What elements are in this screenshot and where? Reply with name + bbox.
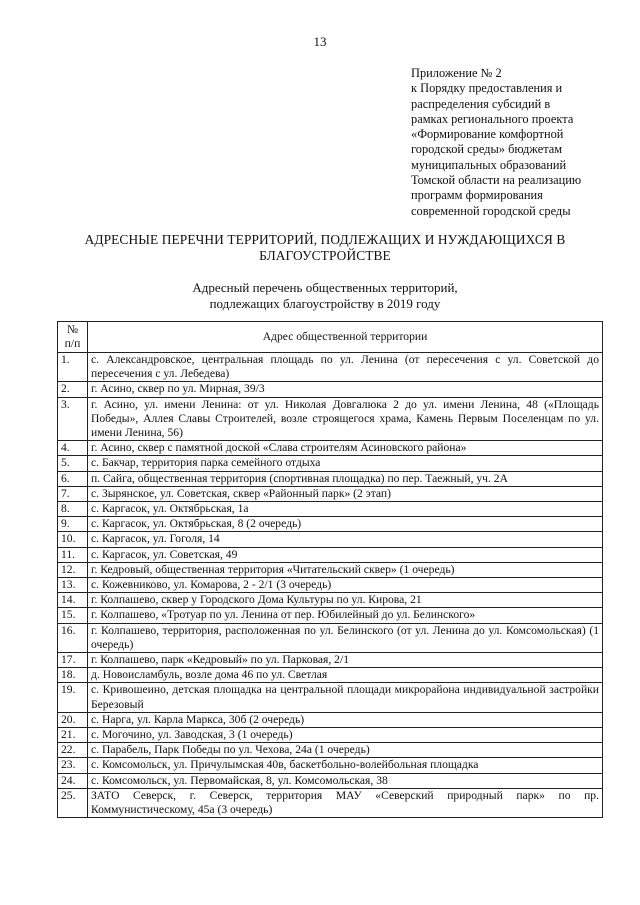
row-number: 15.: [58, 608, 88, 623]
document-title: [60, 232, 590, 264]
table-row: [58, 683, 603, 712]
table-row: [58, 712, 603, 727]
row-number: 6.: [58, 471, 88, 486]
table-row: [58, 593, 603, 608]
column-header-number-line: п/п: [64, 337, 81, 350]
row-address: г. Колпашево, парк «Кедровый» по ул. Парковая, 2/1: [88, 653, 603, 668]
row-number: 3.: [58, 397, 88, 441]
row-number: 14.: [58, 593, 88, 608]
row-address: г. Колпашево, территория, расположенная по ул. Белинского (от ул. Ленина до ул. Комсомольская) (1 очередь): [88, 623, 603, 652]
table-row: [58, 788, 603, 817]
table-row: [58, 471, 603, 486]
row-number: 21.: [58, 728, 88, 743]
page-number: 13: [313, 34, 327, 49]
table-row: [58, 353, 603, 382]
table-row: [58, 773, 603, 788]
row-number: 25.: [58, 788, 88, 817]
row-number: 23.: [58, 758, 88, 773]
table-row: [58, 397, 603, 441]
row-number: 1.: [58, 353, 88, 382]
row-number: 20.: [58, 712, 88, 727]
table-caption-line: подлежащих благоустройству в 2019 году: [209, 296, 441, 311]
document-title-line: АДРЕСНЫЕ ПЕРЕЧНИ ТЕРРИТОРИЙ, ПОДЛЕЖАЩИХ И НУЖДАЮЩИХСЯ В: [84, 232, 566, 247]
row-number: 17.: [58, 653, 88, 668]
row-address: с. Каргасок, ул. Октябрьская, 1а: [88, 502, 603, 517]
row-address: с. Александровское, центральная площадь по ул. Ленина (от пересечения с ул. Советской до пересечения с ул. Лебедева): [88, 353, 603, 382]
row-address: с. Кожевниково, ул. Комарова, 2 - 2/1 (3 очередь): [88, 578, 603, 593]
column-header-number-line: №: [66, 323, 79, 336]
column-header-address: Адрес общественной территории: [88, 322, 603, 353]
row-number: 11.: [58, 547, 88, 562]
row-address: г. Колпашево, «Тротуар по ул. Ленина от пер. Юбилейный до ул. Белинского»: [88, 608, 603, 623]
appendix-line: Приложение № 2: [411, 66, 502, 80]
table-row: [58, 728, 603, 743]
appendix-line: городской среды» бюджетам: [411, 142, 563, 157]
row-number: 7.: [58, 486, 88, 501]
row-address: п. Сайга, общественная территория (спортивная площадка) по пер. Таежный, уч. 2А: [88, 471, 603, 486]
row-number: 9.: [58, 517, 88, 532]
row-address: с. Каргасок, ул. Гоголя, 14: [88, 532, 603, 547]
appendix-line: «Формирование комфортной: [411, 127, 564, 142]
row-number: 4.: [58, 441, 88, 456]
table-body: [58, 353, 603, 818]
appendix-line: современной городской среды: [411, 203, 571, 218]
table-row: [58, 743, 603, 758]
row-address: ЗАТО Северск, г. Северск, территория МАУ «Северский природный парк» по пр. Коммунистическому, 45а (3 очередь): [88, 788, 603, 817]
appendix-note: [411, 66, 611, 219]
row-address: с. Могочино, ул. Заводская, 3 (1 очередь): [88, 728, 603, 743]
row-address: с. Кривошеино, детская площадка на центральной площади микрорайона индивидуальной застройки Березовый: [88, 683, 603, 712]
appendix-line: Томской области на реализацию: [411, 173, 582, 188]
table-row: [58, 456, 603, 471]
table-row: [58, 441, 603, 456]
row-number: 5.: [58, 456, 88, 471]
row-number: 19.: [58, 683, 88, 712]
appendix-line: программ формирования: [411, 188, 543, 203]
table-row: [58, 562, 603, 577]
row-number: 24.: [58, 773, 88, 788]
column-header-number: [58, 322, 88, 353]
table-row: [58, 517, 603, 532]
row-address: с. Бакчар, территория парка семейного отдыха: [88, 456, 603, 471]
table-row: [58, 758, 603, 773]
row-address: с. Каргасок, ул. Советская, 49: [88, 547, 603, 562]
table-row: [58, 532, 603, 547]
row-address: с. Комсомольск, ул. Причулымская 40в, баскетбольно-волейбольная площадка: [88, 758, 603, 773]
row-address: г. Асино, ул. имени Ленина: от ул. Николая Довгалюка 2 до ул. имени Ленина, 48 («Площадь Победы», Аллея Славы Строителей, возле строящегося храма, Камень Первым Поселенцам по ул. имени Ленина, 56): [88, 397, 603, 441]
row-address: с. Парабель, Парк Победы по ул. Чехова, 24а (1 очередь): [88, 743, 603, 758]
row-number: 2.: [58, 382, 88, 397]
row-address: г. Кедровый, общественная территория «Читательский сквер» (1 очередь): [88, 562, 603, 577]
row-address: г. Асино, сквер с памятной доской «Слава строителям Асиновского района»: [88, 441, 603, 456]
table-row: [58, 382, 603, 397]
table-row: [58, 547, 603, 562]
row-number: 18.: [58, 668, 88, 683]
row-number: 13.: [58, 578, 88, 593]
table-row: [58, 668, 603, 683]
row-address: г. Асино, сквер по ул. Мирная, 39/3: [88, 382, 603, 397]
appendix-line: распределения субсидий в: [411, 96, 551, 111]
table-caption: [60, 280, 590, 312]
row-address: с. Нарга, ул. Карла Маркса, 30б (2 очередь): [88, 712, 603, 727]
row-number: 12.: [58, 562, 88, 577]
table-row: [58, 608, 603, 623]
table-row: [58, 578, 603, 593]
row-address: г. Колпашево, сквер у Городского Дома Культуры по ул. Кирова, 21: [88, 593, 603, 608]
document-title-line: БЛАГОУСТРОЙСТВЕ: [259, 248, 391, 263]
table-row: [58, 623, 603, 652]
table-header-row: [58, 322, 603, 353]
row-number: 10.: [58, 532, 88, 547]
row-address: с. Зырянское, ул. Советская, сквер «Районный парк» (2 этап): [88, 486, 603, 501]
table-row: [58, 486, 603, 501]
appendix-line: к Порядку предоставления и: [411, 81, 563, 96]
row-number: 16.: [58, 623, 88, 652]
table-caption-line: Адресный перечень общественных территорий,: [192, 280, 458, 295]
appendix-line: муниципальных образований: [411, 157, 567, 172]
row-number: 22.: [58, 743, 88, 758]
address-table: [57, 321, 603, 818]
row-address: с. Комсомольск, ул. Первомайская, 8, ул. Комсомольская, 38: [88, 773, 603, 788]
table-row: [58, 502, 603, 517]
row-address: с. Каргасок, ул. Октябрьская, 8 (2 очередь): [88, 517, 603, 532]
appendix-line: рамках регионального проекта: [411, 111, 574, 126]
table-row: [58, 653, 603, 668]
row-address: д. Новоисламбуль, возле дома 46 по ул. Светлая: [88, 668, 603, 683]
row-number: 8.: [58, 502, 88, 517]
